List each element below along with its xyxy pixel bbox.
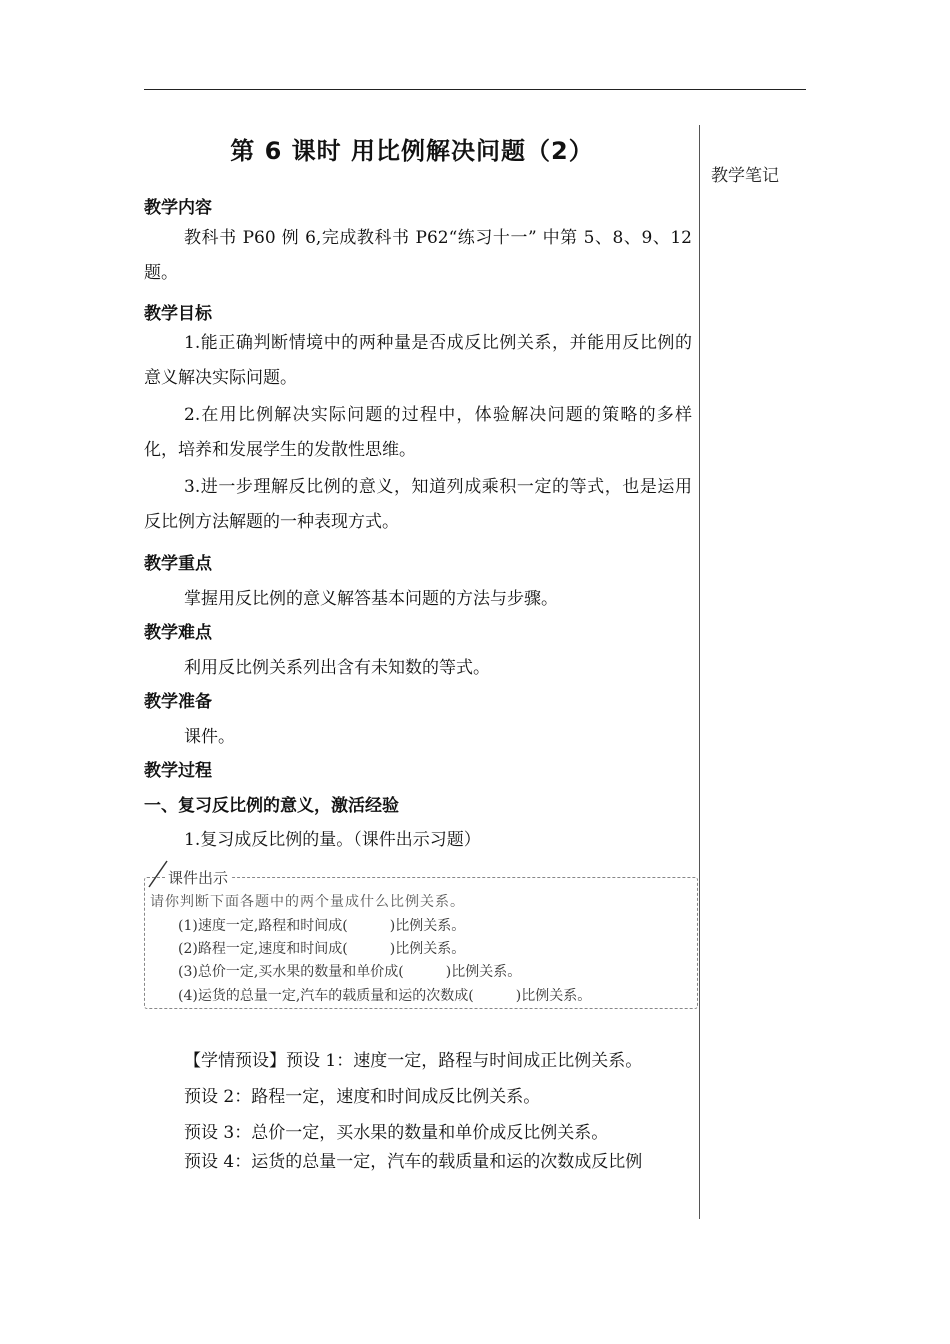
notes-column-title: 教学笔记 — [711, 166, 779, 186]
prep-heading: 教学准备 — [144, 692, 212, 712]
courseware-item-3: (3)总价一定,买水果的数量和单价成( )比例关系。 — [178, 964, 522, 980]
step-1-heading: 一、复习反比例的意义，激活经验 — [144, 796, 399, 816]
courseware-tag-label: 课件出示 — [165, 867, 231, 888]
notes-column-divider — [699, 125, 700, 1219]
preset-3: 预设 3：总价一定，买水果的数量和单价成反比例关系。 — [184, 1123, 609, 1143]
key-heading: 教学重点 — [144, 554, 212, 574]
header-rule — [144, 89, 806, 90]
content-heading: 教学内容 — [144, 198, 212, 218]
key-text: 掌握用反比例的意义解答基本问题的方法与步骤。 — [184, 589, 558, 609]
courseware-item-4: (4)运货的总量一定,汽车的载质量和运的次数成( )比例关系。 — [178, 988, 592, 1004]
preset-1: 【学情预设】预设 1：速度一定，路程与时间成正比例关系。 — [184, 1051, 643, 1071]
goal-item-2: 2.在用比例解决实际问题的过程中，体验解决问题的策略的多样化，培养和发展学生的发散性思维。 — [144, 405, 692, 460]
difficulty-text: 利用反比例关系列出含有未知数的等式。 — [184, 658, 490, 678]
preset-4: 预设 4：运货的总量一定，汽车的载质量和运的次数成反比例 — [184, 1152, 643, 1172]
goal-item-1: 1.能正确判断情境中的两种量是否成反比例关系，并能用反比例的意义解决实际问题。 — [144, 333, 692, 388]
prep-text: 课件。 — [184, 727, 235, 747]
step-1-1-text: 1.复习成反比例的量。（课件出示习题） — [184, 830, 481, 850]
process-heading: 教学过程 — [144, 761, 212, 781]
lesson-title: 第 6 课时 用比例解决问题（2） — [230, 137, 594, 165]
difficulty-heading: 教学难点 — [144, 623, 212, 643]
courseware-item-2: (2)路程一定,速度和时间成( )比例关系。 — [178, 941, 466, 957]
preset-2: 预设 2：路程一定，速度和时间成反比例关系。 — [184, 1087, 541, 1107]
goal-item-3: 3.进一步理解反比例的意义，知道列成乘积一定的等式，也是运用反比例方法解题的一种表现方式。 — [144, 477, 692, 532]
courseware-item-1: (1)速度一定,路程和时间成( )比例关系。 — [178, 918, 466, 934]
content-text: 教科书 P60 例 6,完成教科书 P62“练习十一” 中第 5、8、9、12 题。 — [144, 228, 692, 283]
courseware-instruction: 请你判断下面各题中的两个量成什么比例关系。 — [150, 894, 465, 910]
goals-heading: 教学目标 — [144, 304, 212, 324]
